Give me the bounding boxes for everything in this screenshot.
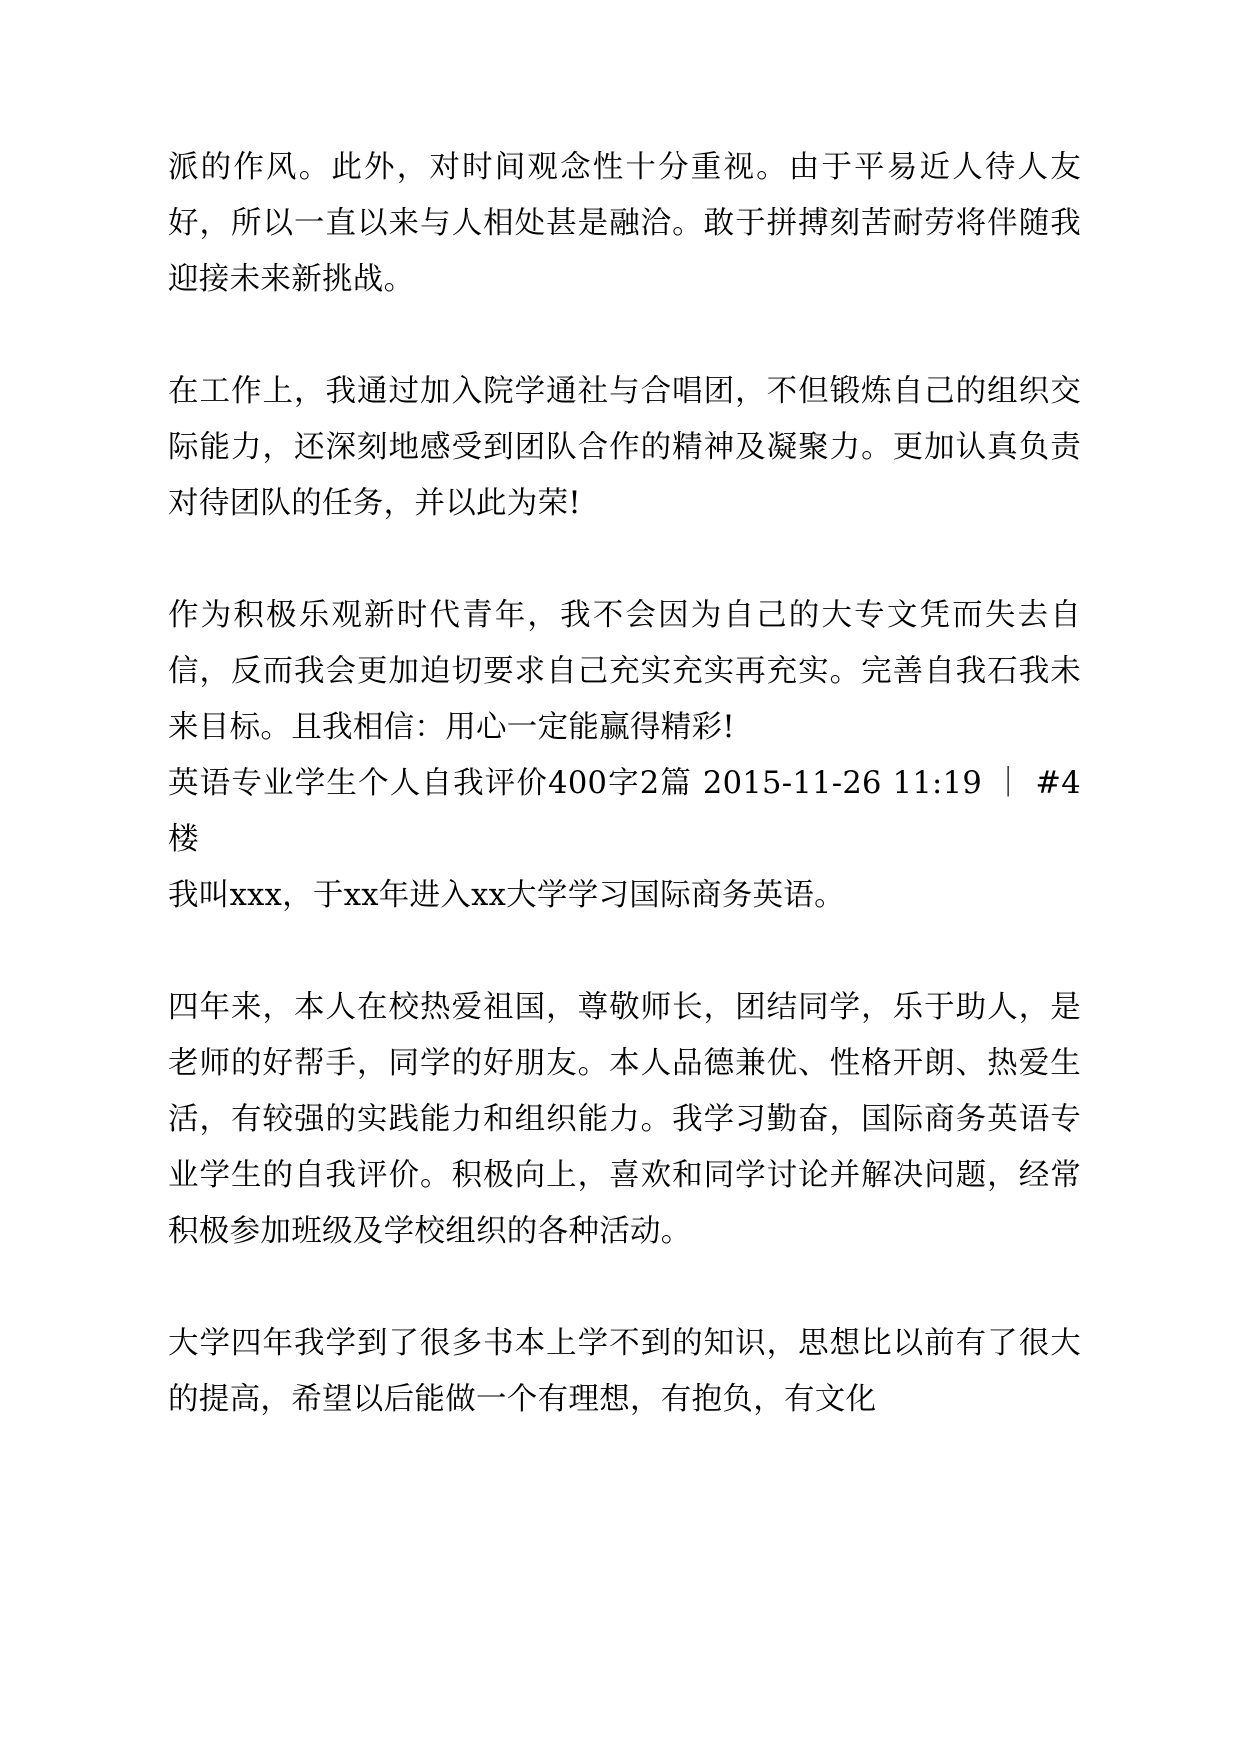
paragraph-spacer bbox=[168, 532, 1081, 588]
paragraph-4: 我叫xxx，于xx年进入xx大学学习国际商务英语。 bbox=[168, 878, 845, 913]
post-header: 英语专业学生个人自我评价400字2篇 2015-11-26 11:19 ｜ #4 楼 bbox=[168, 766, 1081, 857]
paragraph-1: 派的作风。此外，对时间观念性十分重视。由于平易近人待人友好，所以一直以来与人相处甚是融洽。敢于拼搏刻苦耐劳将伴随我迎接未来新挑战。 bbox=[168, 150, 1081, 297]
paragraph-spacer bbox=[168, 308, 1081, 364]
paragraph-2: 在工作上，我通过加入院学通社与合唱团，不但锻炼自己的组织交际能力，还深刻地感受到团队合作的精神及凝聚力。更加认真负责对待团队的任务，并以此为荣! bbox=[168, 374, 1081, 521]
paragraph-spacer bbox=[168, 924, 1081, 980]
document-body bbox=[168, 140, 1081, 1428]
paragraph-6: 大学四年我学到了很多书本上学不到的知识，思想比以前有了很大的提高，希望以后能做一个有理想，有抱负，有文化 bbox=[168, 1326, 1081, 1417]
paragraph-3: 作为积极乐观新时代青年，我不会因为自己的大专文凭而失去自信，反而我会更加迫切要求自己充实充实再充实。完善自我石我未来目标。且我相信：用心一定能赢得精彩! bbox=[168, 598, 1081, 745]
paragraph-spacer bbox=[168, 1260, 1081, 1316]
paragraph-5: 四年来，本人在校热爱祖国，尊敬师长，团结同学，乐于助人，是老师的好帮手，同学的好朋友。本人品德兼优、性格开朗、热爱生活，有较强的实践能力和组织能力。我学习勤奋，国际商务英语专业学生的自我评价。积极向上，喜欢和同学讨论并解决问题，经常积极参加班级及学校组织的各种活动。 bbox=[168, 990, 1081, 1249]
